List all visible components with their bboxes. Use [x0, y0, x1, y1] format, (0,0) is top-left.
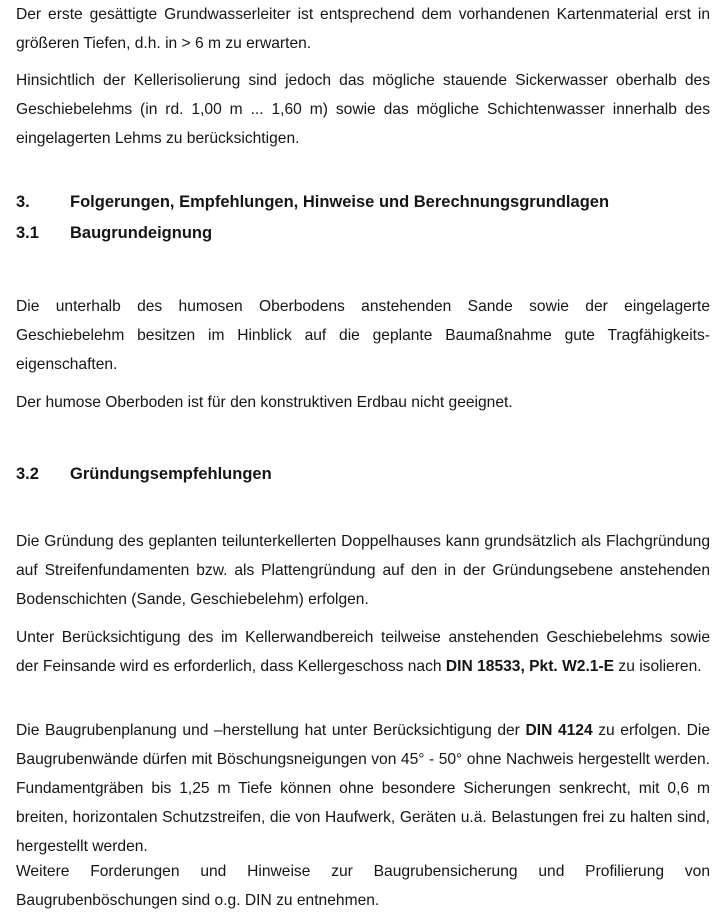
din-18533-reference: DIN 18533, Pkt. W2.1-E — [445, 658, 615, 675]
section-3-1-number: 3.1 — [16, 224, 39, 242]
section-3-1-title: Baugrundeignung — [70, 224, 213, 242]
paragraph-pit — [16, 716, 710, 861]
paragraph-groundwater: Der erste gesättigte Grundwasserleiter ist entsprechend dem vorhandenen Kartenmaterial erst in größeren Tiefen, d.h. in > 6 m zu erwarten. — [16, 6, 710, 52]
paragraph-isolation — [16, 623, 710, 681]
isolation-text-pre: Unter Berücksichtigung des im Kellerwandbereich teilweise anstehenden Geschiebelehms sowie der Feinsande wird es erforderlich, dass Kellergeschoss nach — [16, 629, 710, 675]
isolation-text-post: zu isolieren. — [614, 658, 702, 675]
section-3-2-heading — [16, 460, 710, 489]
section-3-title: Folgerungen, Empfehlungen, Hinweise und Berechnungsgrundlagen — [70, 193, 610, 211]
paragraph-topsoil: Der humose Oberboden ist für den konstruktiven Erdbau nicht geeignet. — [16, 394, 513, 411]
pit-text-pre: Die Baugrubenplanung und –herstellung hat unter Berücksichtigung der — [16, 722, 526, 739]
section-3-1-heading — [16, 219, 710, 248]
section-3-number: 3. — [16, 193, 30, 211]
section-3-heading — [16, 188, 710, 217]
section-3-2-number: 3.2 — [16, 465, 39, 483]
din-4124-reference: DIN 4124 — [525, 722, 593, 739]
paragraph-cellar-insulation: Hinsichtlich der Kellerisolierung sind jedoch das mögliche stauende Sickerwasser oberhalb des Geschiebelehms (in rd. 1,00 m ... 1,60 m) sowie das mögliche Schichtenwasser innerhalb des eingelagerten Lehms zu berücksichtigen. — [16, 72, 710, 147]
paragraph-foundation: Die Gründung des geplanten teilunterkellerten Doppelhauses kann grundsätzlich als Flachgründung auf Streifenfundamenten bzw. als Plattengründung auf den in der Gründungsebene anstehenden Bodenschichten (Sande, Geschiebelehm) erfolgen. — [16, 533, 710, 608]
pit-text-post: zu erfolgen. Die Baugrubenwände dürfen mit Böschungsneigungen von 45° - 50° ohne Nachweis hergestellt werden. Fundamentgräben bis 1,25 m Tiefe können ohne besondere Sicherungen senkrecht, mit 0,6 m breiten, horizontalen Schutzstreifen, die von Haufwerk, Geräten u.ä. Belastungen frei zu halten sind, hergestellt werden. — [16, 722, 710, 855]
paragraph-sands: Die unterhalb des humosen Oberbodens anstehenden Sande sowie der eingelagerte Geschiebelehm besitzen im Hinblick auf die geplante Baumaßnahme gute Tragfähigkeits-eigenschaften. — [16, 298, 710, 373]
section-3-2-title: Gründungsempfehlungen — [70, 465, 272, 483]
paragraph-further: Weitere Forderungen und Hinweise zur Baugrubensicherung und Profilierung von Baugrubenböschungen sind o.g. DIN zu entnehmen. — [16, 863, 710, 909]
